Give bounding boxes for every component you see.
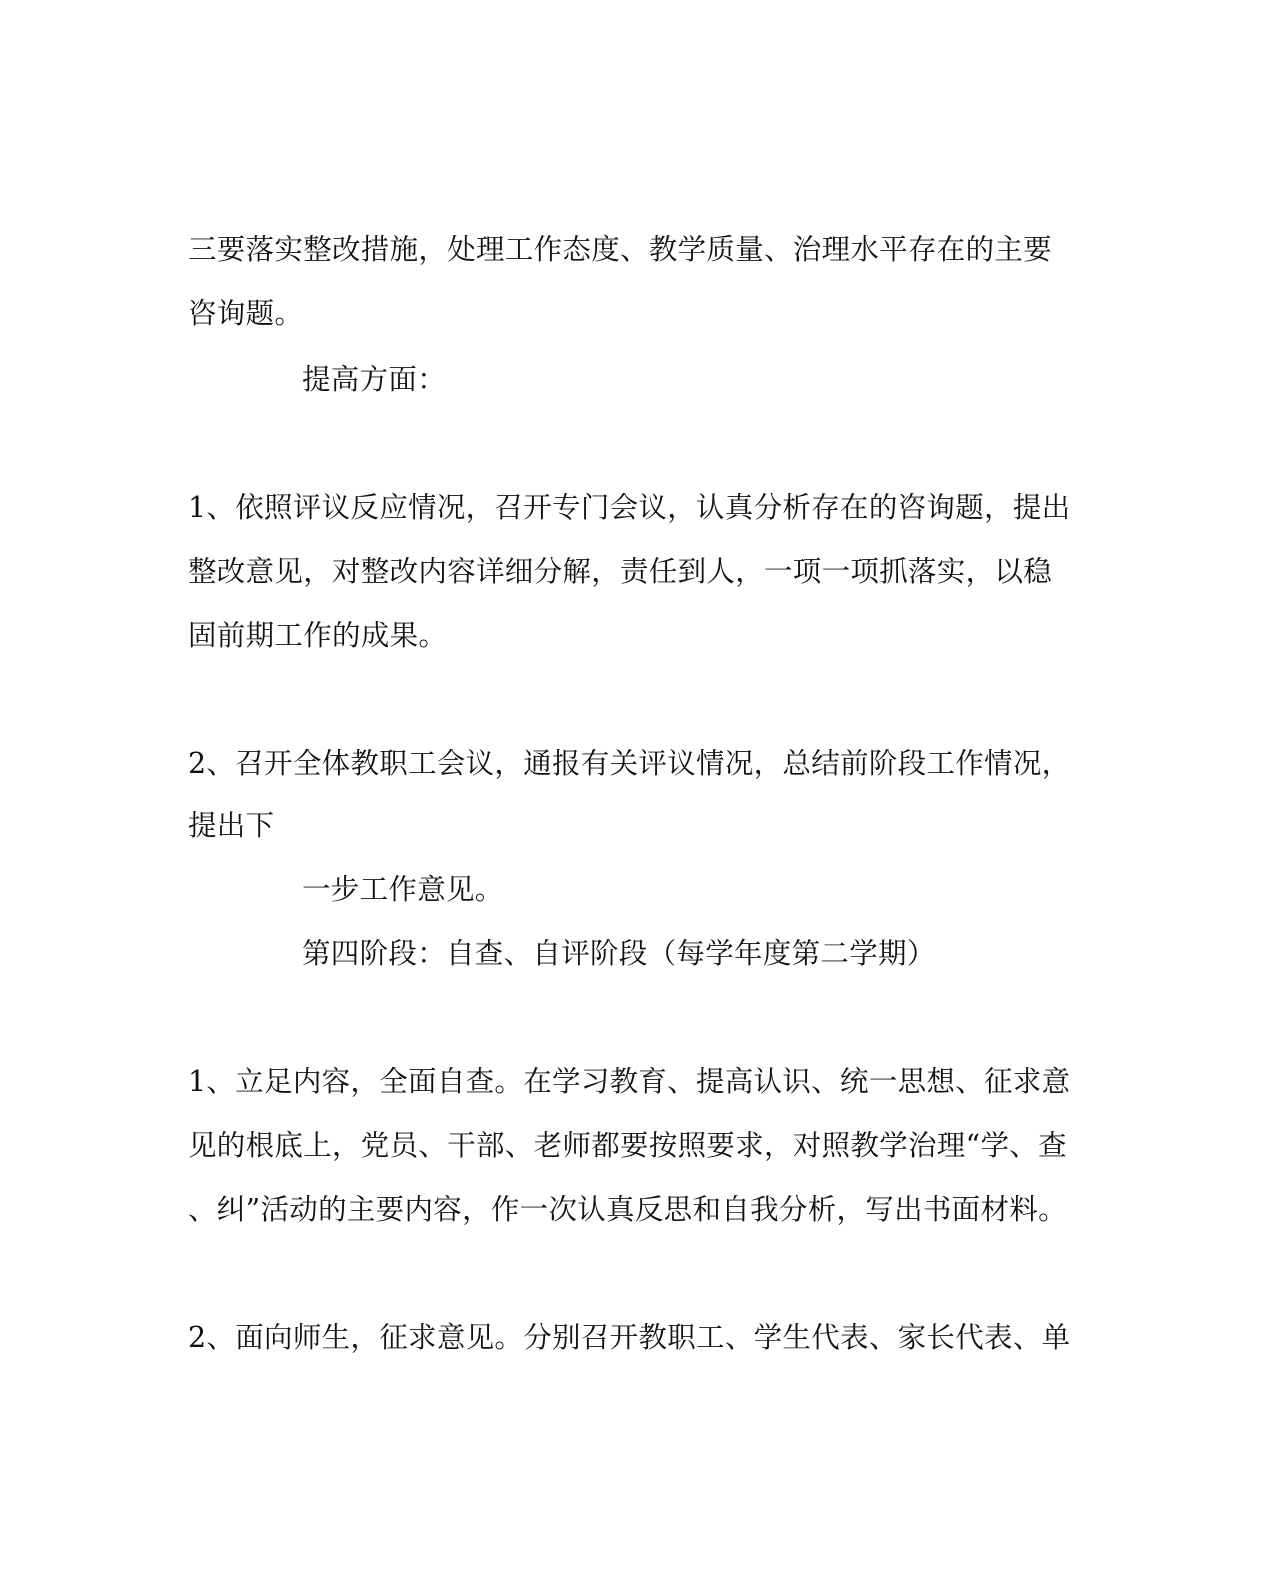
text-line: 提出下 <box>188 809 275 842</box>
section-heading: 第四阶段：自查、自评阶段（每学年度第二学期） <box>302 937 936 970</box>
text-line: 咨询题。 <box>188 297 304 330</box>
text-line: 1、立足内容，全面自查。在学习教育、提高认识、统一思想、征求意 <box>188 1065 1071 1098</box>
text-line: 固前期工作的成果。 <box>188 619 448 652</box>
text-line: 三要落实整改措施，处理工作态度、教学质量、治理水平存在的主要 <box>188 233 1053 266</box>
section-heading: 提高方面： <box>302 363 447 396</box>
text-line: 2、面向师生，征求意见。分别召开教职工、学生代表、家长代表、单 <box>188 1321 1071 1354</box>
text-line: 一步工作意见。 <box>302 873 504 906</box>
text-line: 见的根底上，党员、干部、老师都要按照要求，对照教学治理“学、查 <box>188 1129 1067 1162</box>
text-line: 、纠”活动的主要内容，作一次认真反思和自我分析，写出书面材料。 <box>188 1193 1067 1226</box>
text-line: 2、召开全体教职工会议，通报有关评议情况，总结前阶段工作情况， <box>188 747 1071 780</box>
text-line: 1、依照评议反应情况，召开专门会议，认真分析存在的咨询题，提出 <box>188 491 1071 524</box>
text-line: 整改意见，对整改内容详细分解，责任到人，一项一项抓落实，以稳 <box>188 555 1053 588</box>
